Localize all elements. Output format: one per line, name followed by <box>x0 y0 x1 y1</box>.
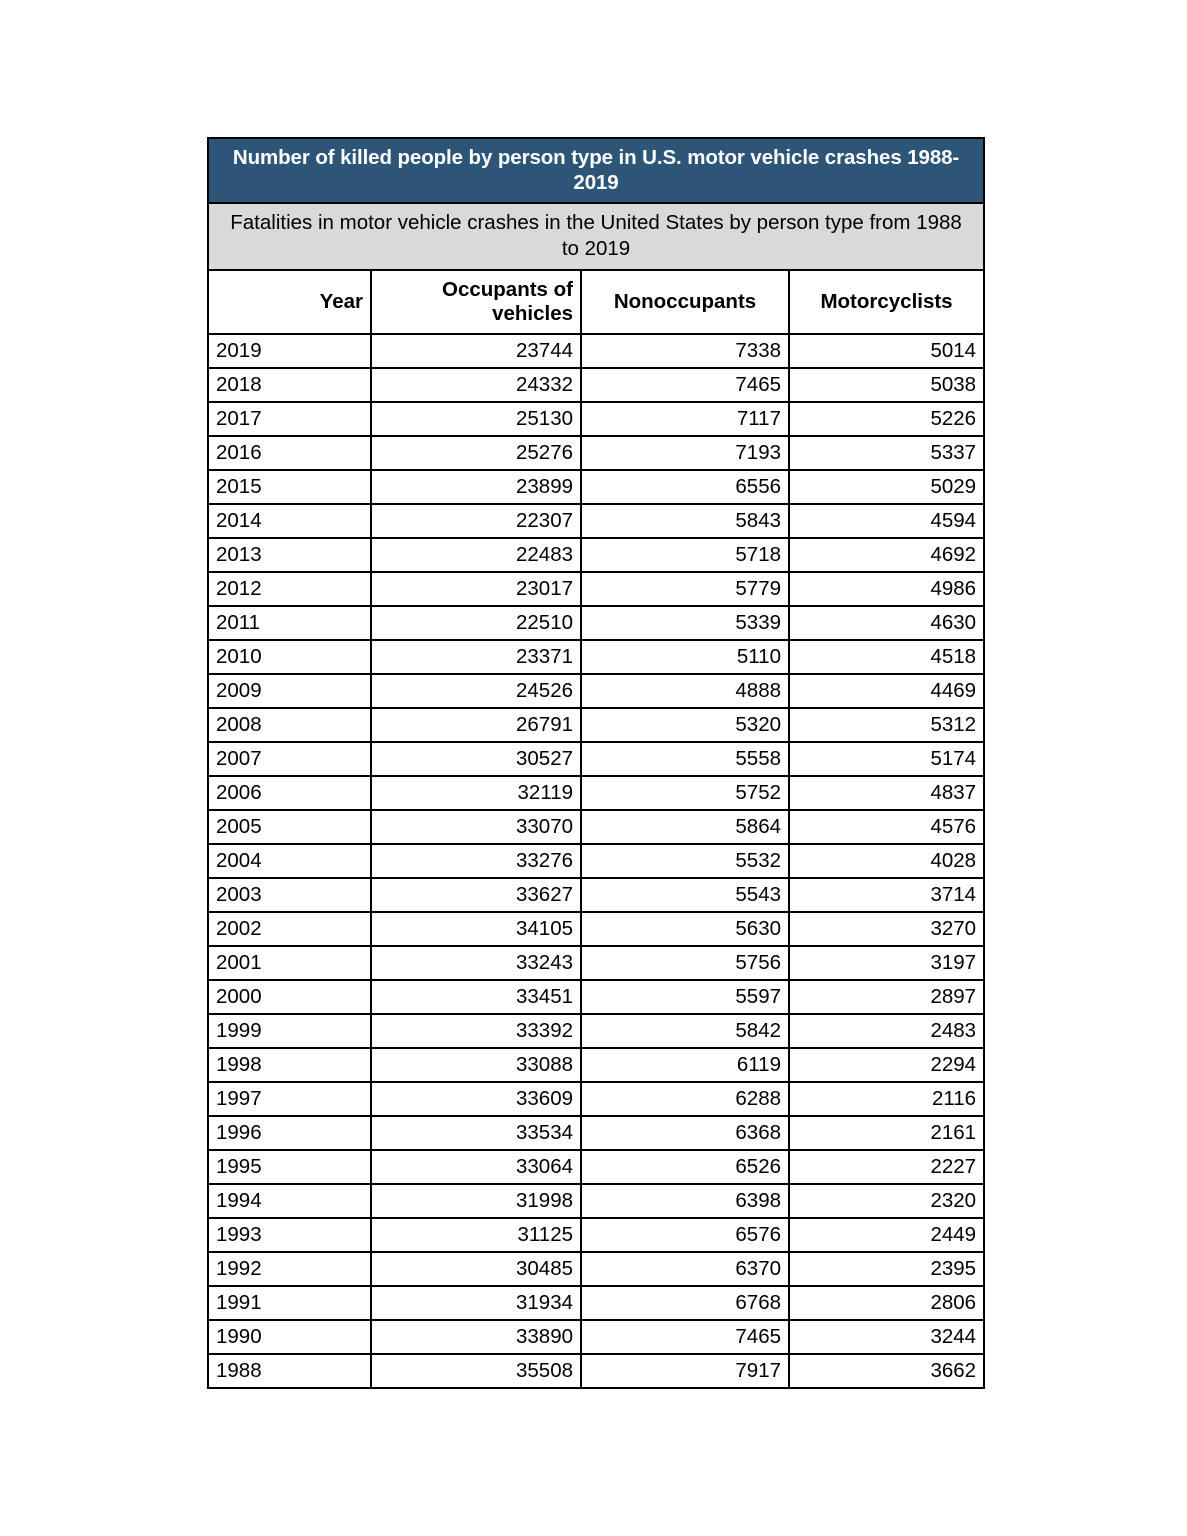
cell-year: 2003 <box>208 878 371 912</box>
table-row <box>208 708 984 742</box>
cell-value: 34105 <box>371 912 581 946</box>
column-header-occupants-of-vehicles[interactable]: Occupants of vehicles <box>371 270 581 334</box>
column-header-year[interactable]: Year <box>208 270 371 334</box>
cell-value: 6119 <box>581 1048 789 1082</box>
cell-value: 4594 <box>789 504 984 538</box>
column-header-row <box>208 270 984 334</box>
cell-year: 2005 <box>208 810 371 844</box>
cell-value: 30485 <box>371 1252 581 1286</box>
fatalities-table <box>207 137 985 1389</box>
cell-value: 2116 <box>789 1082 984 1116</box>
cell-value: 6288 <box>581 1082 789 1116</box>
table-row <box>208 1116 984 1150</box>
cell-year: 2014 <box>208 504 371 538</box>
cell-year: 2016 <box>208 436 371 470</box>
cell-year: 2015 <box>208 470 371 504</box>
cell-value: 2395 <box>789 1252 984 1286</box>
table-header <box>208 138 984 334</box>
cell-year: 2001 <box>208 946 371 980</box>
cell-value: 2227 <box>789 1150 984 1184</box>
table-row <box>208 1354 984 1388</box>
cell-value: 3662 <box>789 1354 984 1388</box>
cell-value: 5864 <box>581 810 789 844</box>
cell-value: 5543 <box>581 878 789 912</box>
cell-value: 33609 <box>371 1082 581 1116</box>
cell-value: 26791 <box>371 708 581 742</box>
cell-value: 5842 <box>581 1014 789 1048</box>
cell-value: 6768 <box>581 1286 789 1320</box>
cell-value: 7465 <box>581 368 789 402</box>
cell-value: 2806 <box>789 1286 984 1320</box>
cell-value: 5718 <box>581 538 789 572</box>
table-row <box>208 1184 984 1218</box>
table-body <box>208 334 984 1388</box>
cell-value: 5756 <box>581 946 789 980</box>
cell-value: 5597 <box>581 980 789 1014</box>
cell-year: 2011 <box>208 606 371 640</box>
cell-year: 1997 <box>208 1082 371 1116</box>
table-row <box>208 810 984 844</box>
cell-value: 22307 <box>371 504 581 538</box>
cell-value: 5337 <box>789 436 984 470</box>
table-row <box>208 1252 984 1286</box>
cell-value: 30527 <box>371 742 581 776</box>
cell-year: 2000 <box>208 980 371 1014</box>
cell-value: 25130 <box>371 402 581 436</box>
cell-year: 2008 <box>208 708 371 742</box>
cell-year: 2019 <box>208 334 371 368</box>
table-row <box>208 368 984 402</box>
cell-year: 1999 <box>208 1014 371 1048</box>
cell-value: 22510 <box>371 606 581 640</box>
cell-year: 2017 <box>208 402 371 436</box>
cell-value: 31998 <box>371 1184 581 1218</box>
cell-year: 2007 <box>208 742 371 776</box>
cell-year: 1998 <box>208 1048 371 1082</box>
cell-value: 33064 <box>371 1150 581 1184</box>
cell-year: 1988 <box>208 1354 371 1388</box>
cell-value: 2897 <box>789 980 984 1014</box>
cell-value: 5110 <box>581 640 789 674</box>
table-row <box>208 1150 984 1184</box>
cell-year: 1996 <box>208 1116 371 1150</box>
cell-value: 33392 <box>371 1014 581 1048</box>
cell-value: 5752 <box>581 776 789 810</box>
cell-value: 24526 <box>371 674 581 708</box>
table-row <box>208 1082 984 1116</box>
cell-value: 23899 <box>371 470 581 504</box>
cell-value: 5174 <box>789 742 984 776</box>
cell-value: 33451 <box>371 980 581 1014</box>
cell-value: 6368 <box>581 1116 789 1150</box>
table-row <box>208 504 984 538</box>
table-row <box>208 1286 984 1320</box>
cell-value: 5532 <box>581 844 789 878</box>
cell-value: 5312 <box>789 708 984 742</box>
cell-year: 2010 <box>208 640 371 674</box>
cell-value: 3270 <box>789 912 984 946</box>
table-row <box>208 980 984 1014</box>
cell-year: 1993 <box>208 1218 371 1252</box>
cell-value: 33070 <box>371 810 581 844</box>
cell-value: 5320 <box>581 708 789 742</box>
cell-value: 7117 <box>581 402 789 436</box>
table-row <box>208 776 984 810</box>
cell-value: 33276 <box>371 844 581 878</box>
cell-value: 4469 <box>789 674 984 708</box>
table-row <box>208 334 984 368</box>
cell-year: 1994 <box>208 1184 371 1218</box>
cell-year: 1991 <box>208 1286 371 1320</box>
cell-value: 7338 <box>581 334 789 368</box>
table-row <box>208 844 984 878</box>
table-title: Number of killed people by person type in U.S. motor vehicle crashes 1988-2019 <box>208 138 984 203</box>
cell-year: 2006 <box>208 776 371 810</box>
table-row <box>208 946 984 980</box>
cell-value: 4692 <box>789 538 984 572</box>
cell-value: 31934 <box>371 1286 581 1320</box>
cell-value: 6370 <box>581 1252 789 1286</box>
cell-value: 23371 <box>371 640 581 674</box>
cell-year: 2009 <box>208 674 371 708</box>
table-row <box>208 878 984 912</box>
cell-value: 5029 <box>789 470 984 504</box>
column-header-nonoccupants[interactable]: Nonoccupants <box>581 270 789 334</box>
cell-value: 22483 <box>371 538 581 572</box>
cell-value: 5843 <box>581 504 789 538</box>
fatalities-table-container <box>207 137 983 1389</box>
cell-value: 3244 <box>789 1320 984 1354</box>
cell-value: 25276 <box>371 436 581 470</box>
cell-year: 2002 <box>208 912 371 946</box>
cell-value: 6526 <box>581 1150 789 1184</box>
cell-value: 33627 <box>371 878 581 912</box>
table-row <box>208 1014 984 1048</box>
table-row <box>208 674 984 708</box>
table-subtitle-row <box>208 203 984 270</box>
table-row <box>208 912 984 946</box>
cell-value: 2294 <box>789 1048 984 1082</box>
cell-value: 2161 <box>789 1116 984 1150</box>
cell-value: 2320 <box>789 1184 984 1218</box>
cell-year: 1992 <box>208 1252 371 1286</box>
cell-value: 7465 <box>581 1320 789 1354</box>
table-row <box>208 436 984 470</box>
table-subtitle: Fatalities in motor vehicle crashes in the United States by person type from 1988 to 2019 <box>208 203 984 270</box>
cell-value: 5339 <box>581 606 789 640</box>
table-row <box>208 1320 984 1354</box>
table-row <box>208 470 984 504</box>
cell-year: 1990 <box>208 1320 371 1354</box>
cell-value: 24332 <box>371 368 581 402</box>
cell-year: 2013 <box>208 538 371 572</box>
cell-value: 6576 <box>581 1218 789 1252</box>
cell-value: 33088 <box>371 1048 581 1082</box>
cell-value: 4518 <box>789 640 984 674</box>
cell-value: 23017 <box>371 572 581 606</box>
table-title-row <box>208 138 984 203</box>
cell-value: 6398 <box>581 1184 789 1218</box>
table-row <box>208 640 984 674</box>
cell-value: 5630 <box>581 912 789 946</box>
table-row <box>208 606 984 640</box>
cell-value: 5038 <box>789 368 984 402</box>
cell-value: 5226 <box>789 402 984 436</box>
cell-value: 32119 <box>371 776 581 810</box>
cell-value: 2449 <box>789 1218 984 1252</box>
table-row <box>208 742 984 776</box>
cell-value: 7917 <box>581 1354 789 1388</box>
cell-value: 7193 <box>581 436 789 470</box>
cell-year: 1995 <box>208 1150 371 1184</box>
cell-value: 4888 <box>581 674 789 708</box>
table-row <box>208 538 984 572</box>
cell-value: 35508 <box>371 1354 581 1388</box>
table-row <box>208 402 984 436</box>
cell-value: 33890 <box>371 1320 581 1354</box>
cell-value: 3197 <box>789 946 984 980</box>
cell-value: 4576 <box>789 810 984 844</box>
cell-year: 2018 <box>208 368 371 402</box>
cell-value: 5558 <box>581 742 789 776</box>
cell-value: 6556 <box>581 470 789 504</box>
cell-value: 2483 <box>789 1014 984 1048</box>
column-header-motorcyclists[interactable]: Motorcyclists <box>789 270 984 334</box>
cell-value: 5014 <box>789 334 984 368</box>
cell-value: 31125 <box>371 1218 581 1252</box>
cell-value: 3714 <box>789 878 984 912</box>
cell-value: 4837 <box>789 776 984 810</box>
table-row <box>208 572 984 606</box>
table-row <box>208 1048 984 1082</box>
cell-year: 2004 <box>208 844 371 878</box>
cell-year: 2012 <box>208 572 371 606</box>
cell-value: 23744 <box>371 334 581 368</box>
table-row <box>208 1218 984 1252</box>
cell-value: 5779 <box>581 572 789 606</box>
cell-value: 33243 <box>371 946 581 980</box>
cell-value: 4986 <box>789 572 984 606</box>
cell-value: 33534 <box>371 1116 581 1150</box>
cell-value: 4630 <box>789 606 984 640</box>
cell-value: 4028 <box>789 844 984 878</box>
